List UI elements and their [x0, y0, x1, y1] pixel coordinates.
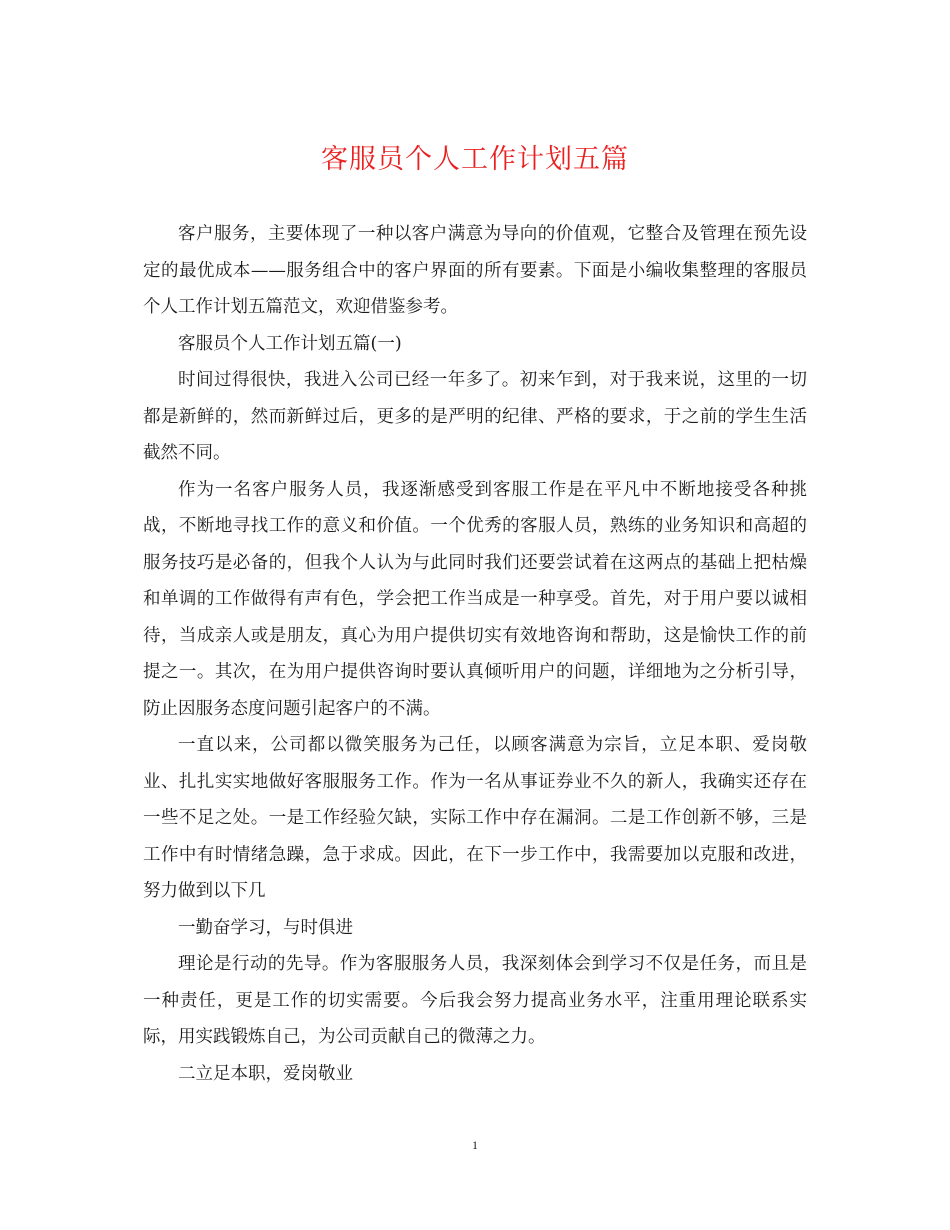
body-paragraph: 理论是行动的先导。作为客服服务人员，我深刻体会到学习不仅是任务，而且是一种责任，更是工作的切实需要。今后我会努力提高业务水平，注重用理论联系实际，用实践锻炼自己，为公司贡献自己的微薄之力。	[143, 954, 807, 1047]
subheading: 一勤奋学习，与时俱进	[178, 917, 353, 938]
page-number: 1	[472, 1138, 478, 1152]
section-heading: 客服员个人工作计划五篇(一)	[178, 333, 402, 354]
intro-paragraph: 客户服务，主要体现了一种以客户满意为导向的价值观，它整合及管理在预先设定的最优成本——服务组合中的客户界面的所有要素。下面是小编收集整理的客服员个人工作计划五篇范文，欢迎借鉴参考。	[143, 224, 807, 317]
subheading: 二立足本职，爱岗敬业	[178, 1063, 353, 1084]
document-title: 客服员个人工作计划五篇	[321, 144, 629, 175]
body-paragraph: 时间过得很快，我进入公司已经一年多了。初来乍到，对于我来说，这里的一切都是新鲜的，然而新鲜过后，更多的是严明的纪律、严格的要求，于之前的学生生活截然不同。	[143, 370, 807, 463]
body-paragraph: 作为一名客户服务人员，我逐渐感受到客服工作是在平凡中不断地接受各种挑战，不断地寻找工作的意义和价值。一个优秀的客服人员，熟练的业务知识和高超的服务技巧是必备的，但我个人认为与此同时我们还要尝试着在这两点的基础上把枯燥和单调的工作做得有声有色，学会把工作当成是一种享受。首先，对于用户要以诚相待，当成亲人或是朋友，真心为用户提供切实有效地咨询和帮助，这是愉快工作的前提之一。其次，在为用户提供咨询时要认真倾听用户的问题，详细地为之分析引导，防止因服务态度问题引起客户的不满。	[143, 479, 807, 719]
document-body	[143, 216, 807, 1092]
body-paragraph: 一直以来，公司都以微笑服务为己任，以顾客满意为宗旨，立足本职、爱岗敬业、扎扎实实地做好客服服务工作。作为一名从事证券业不久的新人，我确实还存在一些不足之处。一是工作经验欠缺，实际工作中存在漏洞。二是工作创新不够，三是工作中有时情绪急躁，急于求成。因此，在下一步工作中，我需要加以克服和改进，努力做到以下几	[143, 735, 807, 901]
